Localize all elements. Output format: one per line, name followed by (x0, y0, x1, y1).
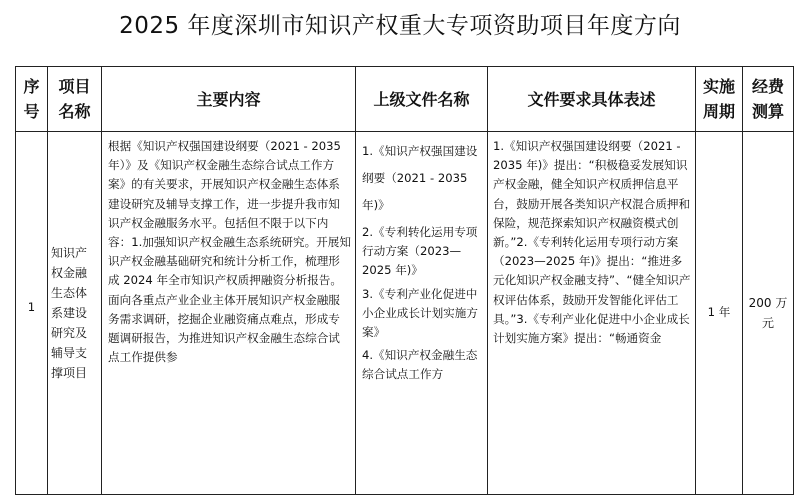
header-req: 文件要求具体表述 (488, 67, 696, 132)
file-item: 2.《专利转化运用专项行动方案（2023—2025 年)》 (362, 225, 478, 278)
header-main: 主要内容 (102, 67, 356, 132)
file-item: 4.《知识产权金融生态综合试点工作方 (362, 348, 478, 382)
header-file: 上级文件名称 (356, 67, 488, 132)
header-name: 项目名称 (48, 67, 102, 132)
cell-requirements: 1.《知识产权强国建设纲要（2021 - 2035 年)》提出：“积极稳妥发展知识产权金融，健全知识产权质押信息平台，鼓励开展各类知识产权混合质押和保险，规范探索知识产权融资模式创新。”2.《专利转化运用专项行动方案（2023—2025 年)》提出：“推进多元化知识产权金融支持”、“健全知识产权评估体系，鼓励开发智能化评估工具。”3.《专利产业化促进中小企业成长计划实施方案》提出：“畅通资金 (488, 132, 696, 495)
header-fee: 经费测算 (743, 67, 794, 132)
project-table (15, 66, 794, 495)
document-title: 2025 年度深圳市知识产权重大专项资助项目年度方向 (119, 13, 681, 39)
file-item: 3.《专利产业化促进中小企业成长计划实施方案》 (362, 286, 478, 340)
header-row (16, 67, 794, 132)
table-row (16, 132, 794, 495)
file-item: 1.《知识产权强国建设纲要（2021 - 2035 年)》 (362, 144, 478, 212)
cell-name: 知识产权金融生态体系建设研究及辅导支撑项目 (48, 132, 102, 495)
header-period: 实施周期 (696, 67, 743, 132)
cell-main: 根据《知识产权强国建设纲要（2021 - 2035 年）》及《知识产权金融生态综合试点工作方案》的有关要求，开展知识产权金融生态体系建设研究及辅导支撑工作，进一步提升我市知识产权金融服务水平。包括但不限于以下内容：1.加强知识产权金融生态系统研究。开展知识产权金融基础研究和统计分析工作，梳理形成 2024 年全市知识产权质押融资分析报告。面向各重点产业企业主体开展知识产权金融服务需求调研，挖掘企业融资痛点难点，形成专题调研报告，为推进知识产权金融生态综合试点工作提供参 (102, 132, 356, 495)
cell-fee: 200 万元 (743, 132, 794, 495)
cell-files (356, 132, 488, 495)
header-idx: 序号 (16, 67, 48, 132)
cell-idx: 1 (16, 132, 48, 495)
cell-period: 1 年 (696, 132, 743, 495)
